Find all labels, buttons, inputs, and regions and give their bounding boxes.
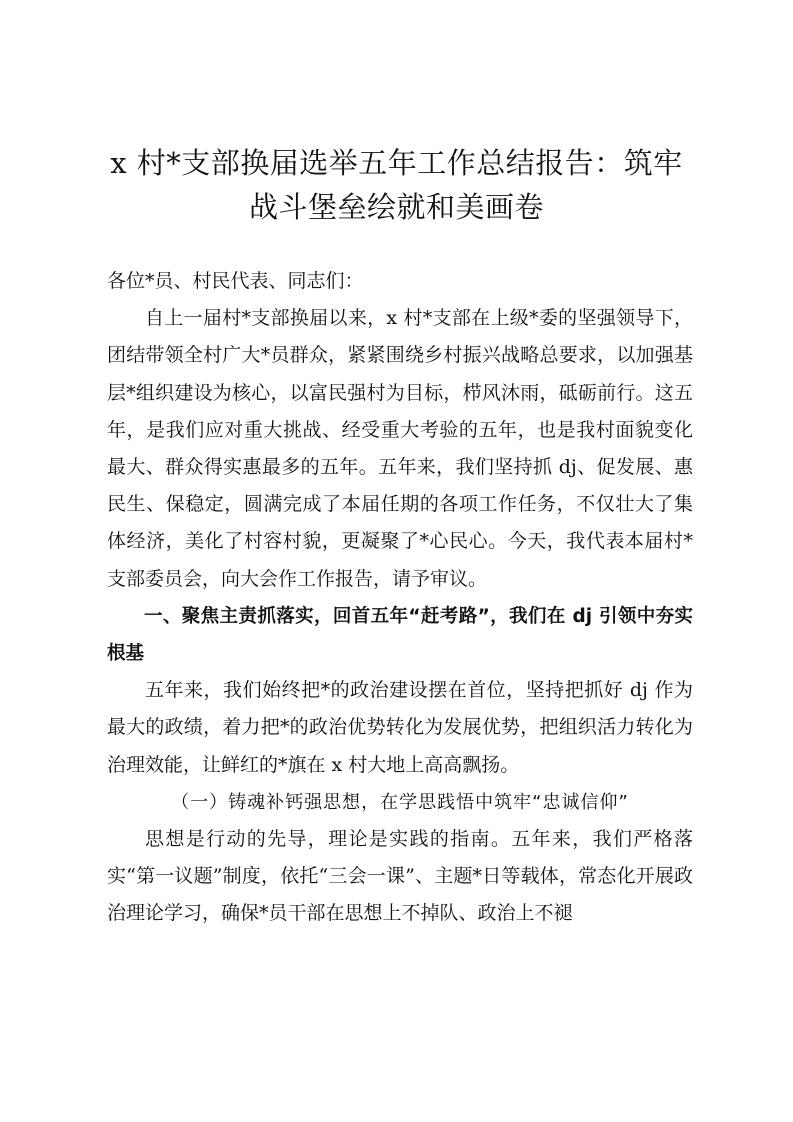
section-heading: 一、聚焦主责抓落实，回首五年“赶考路”，我们在 dj 引领中夯实根基: [107, 605, 693, 665]
subsection-paragraph: 思想是行动的先导，理论是实践的指南。五年来，我们严格落实“第一议题”制度，依托“三会一课”、主题*日等载体，常态化开展政治理论学习，确保*员干部在思想上不掉队、政治上不褪: [107, 828, 693, 925]
document-title: x 村*支部换届选举五年工作总结报告：筑牢战斗堡垒绘就和美画卷: [110, 146, 683, 224]
document-body: [107, 263, 693, 933]
intro-paragraph: 自上一届村*支部换届以来，x 村*支部在上级*委的坚强领导下，团结带领全村广大*员群众，紧紧围绕乡村振兴战略总要求，以加强基层*组织建设为核心，以富民强村为目标，栉风沐雨，砥砺前行。这五年，是我们应对重大挑战、经受重大考验的五年，也是我村面貌变化最大、群众得实惠最多的五年。五年来，我们坚持抓 dj、促发展、惠民生、保稳定，圆满完成了本届任期的各项工作任务，不仅壮大了集体经济，美化了村容村貌，更凝聚了*心民心。今天，我代表本届村*支部委员会，向大会作工作报告，请予审议。: [107, 307, 693, 590]
section-paragraph: 五年来，我们始终把*的政治建设摆在首位，坚持把抓好 dj 作为最大的政绩，着力把*的政治优势转化为发展优势，把组织活力转化为治理效能，让鲜红的*旗在 x 村大地上高高飘扬。: [107, 679, 693, 776]
salutation: 各位*员、村民代表、同志们：: [107, 270, 364, 292]
subsection-heading: （一）铸魂补钙强思想，在学思践悟中筑牢“忠诚信仰”: [171, 791, 629, 813]
